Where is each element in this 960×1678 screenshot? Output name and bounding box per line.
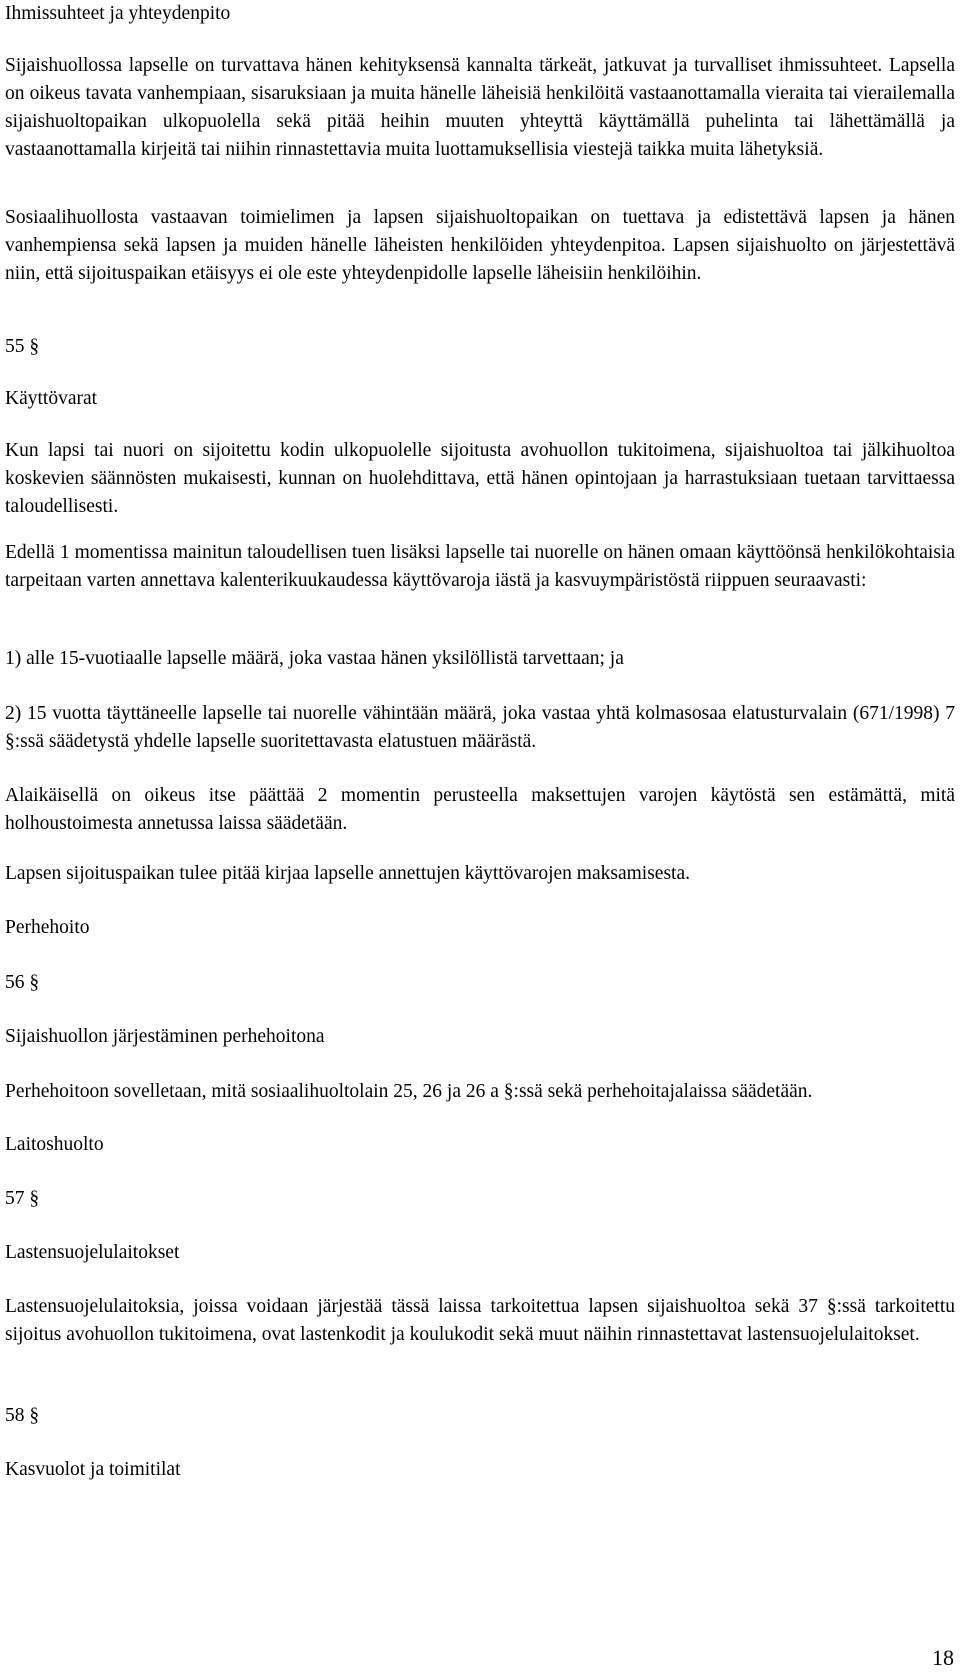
paragraph: Edellä 1 momentissa mainitun taloudellisen tuen lisäksi lapselle tai nuorelle on hänen omaan käyttöönsä henkilökohtaisia tarpeitaan varten annettava kalenterikuukaudessa käyttövaroja iästä ja kasvuympäristöstä riippuen seuraavasti: bbox=[5, 542, 955, 591]
section-heading: Ihmissuhteet ja yhteydenpito bbox=[5, 3, 231, 24]
section-number: 57 § bbox=[5, 1188, 40, 1209]
section-number: 58 § bbox=[5, 1405, 40, 1426]
section-number: 56 § bbox=[5, 972, 40, 993]
paragraph: Kun lapsi tai nuori on sijoitettu kodin ulkopuolelle sijoitusta avohuollon tukitoimena, sijaishuoltoa tai jälkihuoltoa koskevien säännösten mukaisesti, kunnan on huolehdittava, että hänen opintojaan ja harrastuksiaan tuetaan tarvittaessa taloudellisesti. bbox=[5, 440, 955, 517]
section-number: 55 § bbox=[5, 336, 40, 357]
section-heading: Laitoshuolto bbox=[5, 1134, 104, 1155]
section-heading: Kasvuolot ja toimitilat bbox=[5, 1459, 181, 1480]
paragraph: Sijaishuollossa lapselle on turvattava hänen kehityksensä kannalta tärkeät, jatkuvat ja turvalliset ihmissuhteet. Lapsella on oikeus tavata vanhempiaan, sisaruksiaan ja muita hänelle läheisiä henkilöitä vastaanottamalla vieraita tai vierailemalla sijaishuoltopaikan ulkopuolella sekä pitää heihin muuten yhteyttä käyttämällä puhelinta tai lähettämällä ja vastaanottamalla kirjeitä tai niihin rinnastettavia muita luottamuksellisia viestejä taikka muita lähetyksiä. bbox=[5, 55, 955, 160]
page-number: 18 bbox=[932, 1645, 954, 1670]
paragraph: Alaikäisellä on oikeus itse päättää 2 momentin perusteella maksettujen varojen käytöstä sen estämättä, mitä holhoustoimesta annetussa laissa säädetään. bbox=[5, 785, 955, 834]
section-heading: Sijaishuollon järjestäminen perhehoitona bbox=[5, 1026, 325, 1047]
section-heading: Käyttövarat bbox=[5, 388, 98, 409]
paragraph: Lapsen sijoituspaikan tulee pitää kirjaa lapselle annettujen käyttövarojen maksamisesta. bbox=[5, 863, 690, 884]
paragraph: Sosiaalihuollosta vastaavan toimielimen ja lapsen sijaishuoltopaikan on tuettava ja edistettävä lapsen ja hänen vanhempiensa sekä lapsen ja muiden hänelle läheisten henkilöiden yhteydenpitoa. Lapsen sijaishuolto on järjestettävä niin, että sijoituspaikan etäisyys ei ole este yhteydenpidolle lapselle läheisiin henkilöihin. bbox=[5, 207, 955, 284]
list-item: 1) alle 15-vuotiaalle lapselle määrä, joka vastaa hänen yksilöllistä tarvettaan; ja bbox=[5, 648, 624, 669]
paragraph: Lastensuojelulaitoksia, joissa voidaan järjestää tässä laissa tarkoitettua lapsen sijaishuoltoa sekä 37 §:ssä tarkoitettu sijoitus avohuollon tukitoimena, ovat lastenkodit ja koulukodit sekä muut näihin rinnastettavat lastensuojelulaitokset. bbox=[5, 1296, 955, 1345]
list-item: 2) 15 vuotta täyttäneelle lapselle tai nuorelle vähintään määrä, joka vastaa yhtä kolmasosaa elatusturvalain (671/1998) 7 §:ssä säädetystä yhdelle lapselle suoritettavasta elatustuen määrästä. bbox=[5, 703, 955, 752]
section-heading: Perhehoito bbox=[5, 917, 90, 938]
paragraph: Perhehoitoon sovelletaan, mitä sosiaalihuoltolain 25, 26 ja 26 a §:ssä sekä perhehoitajalaissa säädetään. bbox=[5, 1081, 813, 1102]
section-heading: Lastensuojelulaitokset bbox=[5, 1242, 180, 1263]
